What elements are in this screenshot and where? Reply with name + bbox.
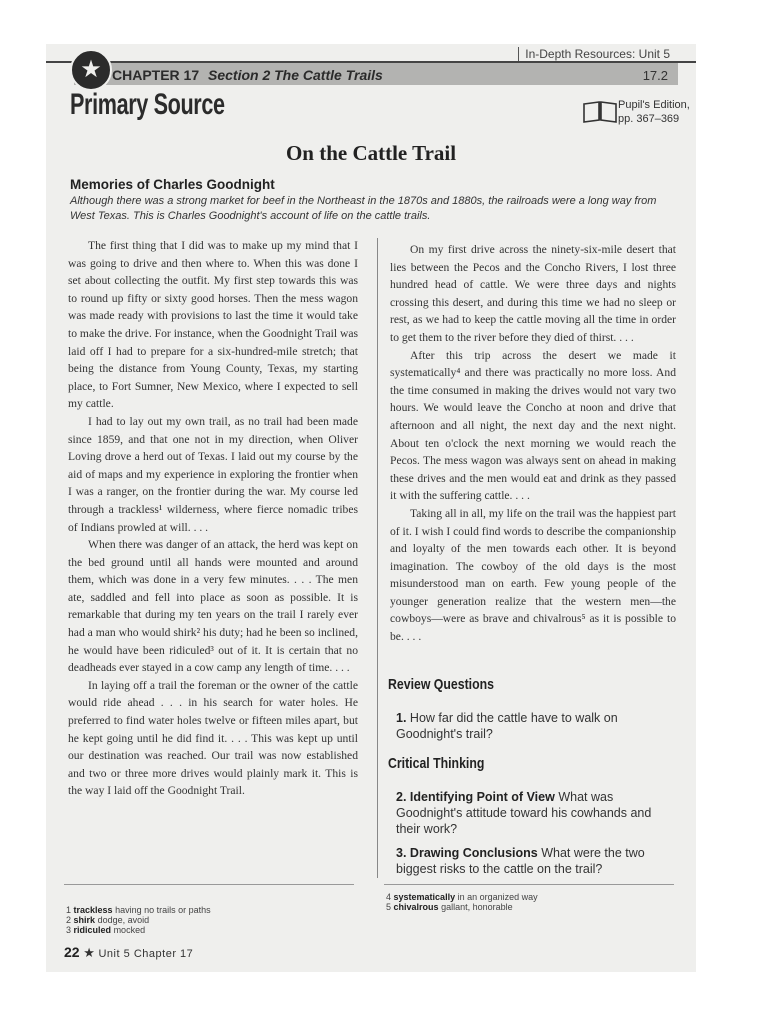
footnotes-right [386, 892, 538, 912]
question-3 [396, 845, 676, 877]
review-questions-heading: Review Questions [388, 676, 494, 693]
section-number: 17.2 [642, 68, 668, 83]
footnote: 4 systematically in an organized way [386, 892, 538, 902]
page-number: 22 [64, 944, 80, 960]
paragraph: On my first drive across the ninety-six-mile desert that lies between the Pecos and the Concho Rivers, I lost three hundred head of cattle. We were three days and nights crossing this desert, and during this time we had no sleep or rest, as we had to keep the cattle moving all the time in order to get them to the river before they died of thirst. . . . [390, 243, 676, 344]
critical-thinking-heading: Critical Thinking [388, 755, 485, 772]
memories-title: Memories of Charles Goodnight [70, 177, 275, 192]
pupil-edition-pages: pp. 367–369 [618, 113, 680, 125]
question-skill: Drawing Conclusions [409, 846, 538, 860]
question-text: What were the two biggest risks to the cattle on the trail? [396, 846, 645, 876]
question-text: What was Goodnight's attitude toward his cowhands and their work? [396, 790, 652, 836]
pupil-edition-ref [618, 98, 690, 126]
worksheet-page [46, 44, 696, 972]
question-2 [396, 789, 676, 837]
question-text: How far did the cattle have to walk on Goodnight's trail? [396, 711, 618, 741]
section-label: Section 2 The Cattle Trails [208, 67, 383, 83]
resource-label: In-Depth Resources: Unit 5 [518, 47, 670, 61]
footnote: 5 chivalrous gallant, honorable [386, 902, 513, 912]
footnote-rule-left [64, 884, 354, 885]
column-divider [377, 238, 378, 878]
page-footer [64, 944, 193, 961]
question-skill: Identifying Point of View [409, 790, 555, 804]
paragraph: The first thing that I did was to make up my mind that I was going to drive and then where to. When this was done I set about collecting the outfit. My first step towards this was to round up fifty or sixty good horses. Then the mess wagon was made ready with provisions to last the time it would take to make the drive. For instance, when the Goodnight Trail was laid off I had to prepare for a six-hundred-mile stretch; that being the distance from Young County, Texas, my starting place, to Fort Sumner, New Mexico, where I expected to sell my cattle. [68, 239, 358, 411]
primary-source-heading: Primary Source [70, 88, 225, 121]
footer-star-icon: ★ [83, 945, 95, 960]
paragraph: Taking all in all, my life on the trail was the happiest part of it. I wish I could find words to describe the companionship and loyalty of the men towards each other. It is beyond imagination. The cowboy of the old days is the most misunderstood man on earth. Few young people of the younger generation realize that the western men—the cowboys—were as brave and chivalrous⁵ as it is possible to be. . . . [390, 506, 676, 644]
book-icon [582, 98, 618, 124]
pupil-edition-line1: Pupil's Edition, [618, 99, 690, 111]
footnote-rule-right [384, 884, 674, 885]
document-title: On the Cattle Trail [285, 141, 457, 165]
footnotes-left [66, 905, 211, 935]
footer-chapter: Chapter 17 [133, 948, 194, 960]
question-number: 2. [396, 790, 407, 804]
question-number: 1. [396, 711, 407, 725]
footnote: 3 ridiculed mocked [66, 925, 146, 935]
question-number: 3. [396, 846, 407, 860]
chapter-label: CHAPTER 17 [112, 67, 200, 83]
footnote: 1 trackless having no trails or paths [66, 905, 211, 915]
star-icon: ★ [70, 49, 112, 91]
paragraph: When there was danger of an attack, the herd was kept on the bed ground until all hands were mounted and around them, which was done in a very few minutes. . . . The men ate, saddled and fell into place as soon as possible. It is remarkable that during my ten years on the trail I rarely ever had a man who would shirk² his duty; had he been so inclined, he would have been ridiculed³ out of it. It is certain that no deadheads ever stayed in a cow camp any length of time. . . . [68, 538, 358, 675]
question-1 [396, 710, 676, 742]
paragraph: After this trip across the desert we made it systematically⁴ and there was practically no more loss. And the time consumed in making the drives would not vary two hours. We would leave the Concho at noon and drive that afternoon and all night, the next day and the next night. About ten o'clock the next morning we would reach the Pecos. The mess wagon was always sent on ahead in making these drives and the men would eat and drink as they passed it with the suffering cattle. . . . [390, 348, 676, 503]
paragraph: I had to lay out my own trail, as no trail had been made since 1859, and that one not in my direction, when Oliver Loving drove a herd out of Texas. I laid out my course by the aid of maps and my experience in exploring the frontier when I was a ranger, on the frontier during the war. My course led through a trackless¹ wilderness, where fierce nomadic tribes of Indians prowled at will. . . . [68, 414, 358, 534]
footer-unit: Unit 5 [98, 948, 131, 960]
intro-text: Although there was a strong market for beef in the Northeast in the 1870s and 1880s, the railroads were a long way from West Texas. This is Charles Goodnight's account of life on the cattle trails. [70, 195, 657, 222]
left-column [68, 237, 358, 800]
right-column [390, 241, 676, 646]
footnote: 2 shirk dodge, avoid [66, 915, 150, 925]
paragraph: In laying off a trail the foreman or the owner of the cattle would ride ahead . . . in his search for water holes. He preferred to find water holes twelve or fifteen miles apart, but he kept going until he did find it. . . . This was kept up until our destination was reached. Our trail was now established and two or three more drives would plainly mark it. This is the way I laid off the Goodnight Trail. [68, 678, 358, 798]
